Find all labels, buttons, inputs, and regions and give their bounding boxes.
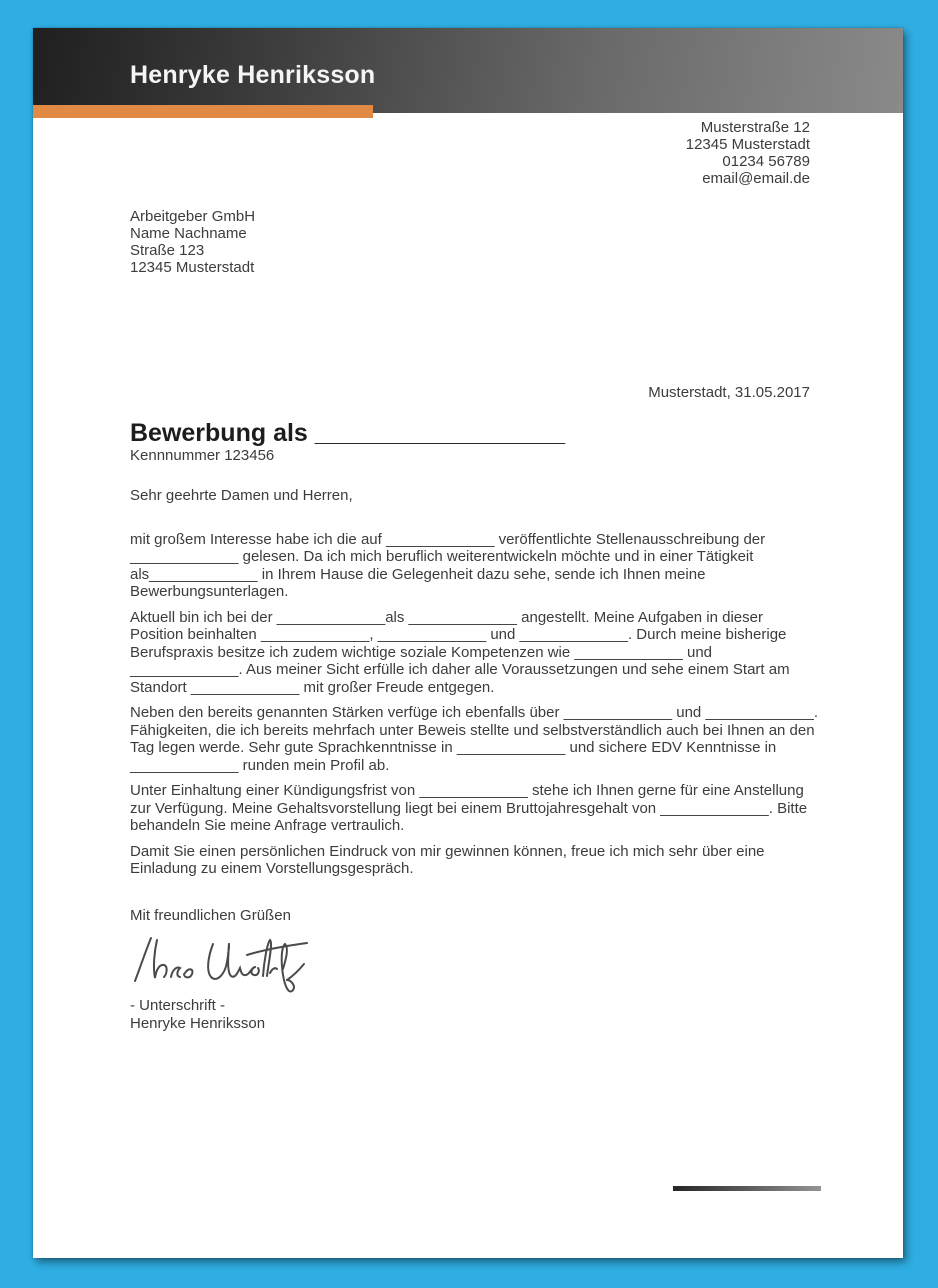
footer-accent-bar (673, 1186, 821, 1191)
body-paragraph: Aktuell bin ich bei der _____________als _____________ angestellt. Meine Aufgaben in dieser Position beinhalten _____________, _____________ und _____________. Durch meine bisherige Berufspraxis besitze ich zudem wichtige soziale Kompetenzen wie _____________ und _____________. Aus meiner Sicht erfülle ich daher alle Voraussetzungen und sehe einem Start am Standort _____________ mit großer Freude entgegen. (130, 608, 790, 696)
sender-email: email@email.de (702, 170, 810, 187)
subject-line: Bewerbung als __________________ (130, 419, 566, 447)
sender-address-line: Musterstraße 12 (700, 119, 810, 136)
signature-block (130, 997, 265, 1032)
salutation: Sehr geehrte Damen und Herren, (130, 487, 353, 504)
signature-name: Henryke Henriksson (130, 1014, 266, 1032)
signature-caption: - Unterschrift - (130, 997, 226, 1014)
sender-address (686, 119, 810, 187)
signature-image (127, 931, 312, 1003)
letterhead-name: Henryke Henriksson (130, 61, 376, 89)
body-paragraph: Unter Einhaltung einer Kündigungsfrist von _____________ stehe ich Ihnen gerne für eine Anstellung zur Verfügung. Meine Gehaltsvorstellung liegt bei einem Bruttojahresgehalt von _____________. Bitte behandeln Sie meine Anfrage vertraulich. (130, 782, 808, 834)
body-paragraph: Neben den bereits genannten Stärken verfüge ich ebenfalls über _____________ und _____________. Fähigkeiten, die ich bereits mehrfach unter Beweis stellte und selbstverständlich auch bei Ihnen an den Tag legen werde. Sehr gute Sprachkenntnisse in _____________ und sichere EDV Kenntnisse in _____________ runden mein Profil ab. (130, 704, 819, 774)
recipient-street: Straße 123 (130, 242, 205, 259)
date-line: Musterstadt, 31.05.2017 (648, 384, 810, 401)
body-paragraph: mit großem Interesse habe ich die auf _____________ veröffentlichte Stellenausschreibung der _____________ gelesen. Da ich mich beruflich weiterentwickeln möchte und in einer Tätigkeit als_____________ in Ihrem Hause die Gelegenheit dazu sehe, sende ich Ihnen meine Bewerbungsunterlagen. (130, 530, 766, 600)
recipient-city: 12345 Musterstadt (130, 259, 255, 276)
recipient-company: Arbeitgeber GmbH (130, 208, 256, 225)
letterhead-banner (33, 28, 903, 113)
accent-bar (33, 105, 373, 118)
sender-address-line: 12345 Musterstadt (685, 136, 810, 153)
letter-body (130, 487, 820, 886)
recipient-name: Name Nachname (130, 225, 247, 242)
recipient-address (130, 208, 255, 276)
subject-block (130, 419, 565, 465)
sender-phone: 01234 56789 (722, 153, 810, 170)
body-paragraph: Damit Sie einen persönlichen Eindruck von mir gewinnen können, freue ich mich sehr über eine Einladung zu einem Vorstellungsgespräch. (130, 842, 765, 877)
closing-salutation: Mit freundlichen Grüßen (130, 907, 291, 924)
letter-page (33, 28, 903, 1258)
reference-number: Kennnummer 123456 (130, 447, 275, 464)
